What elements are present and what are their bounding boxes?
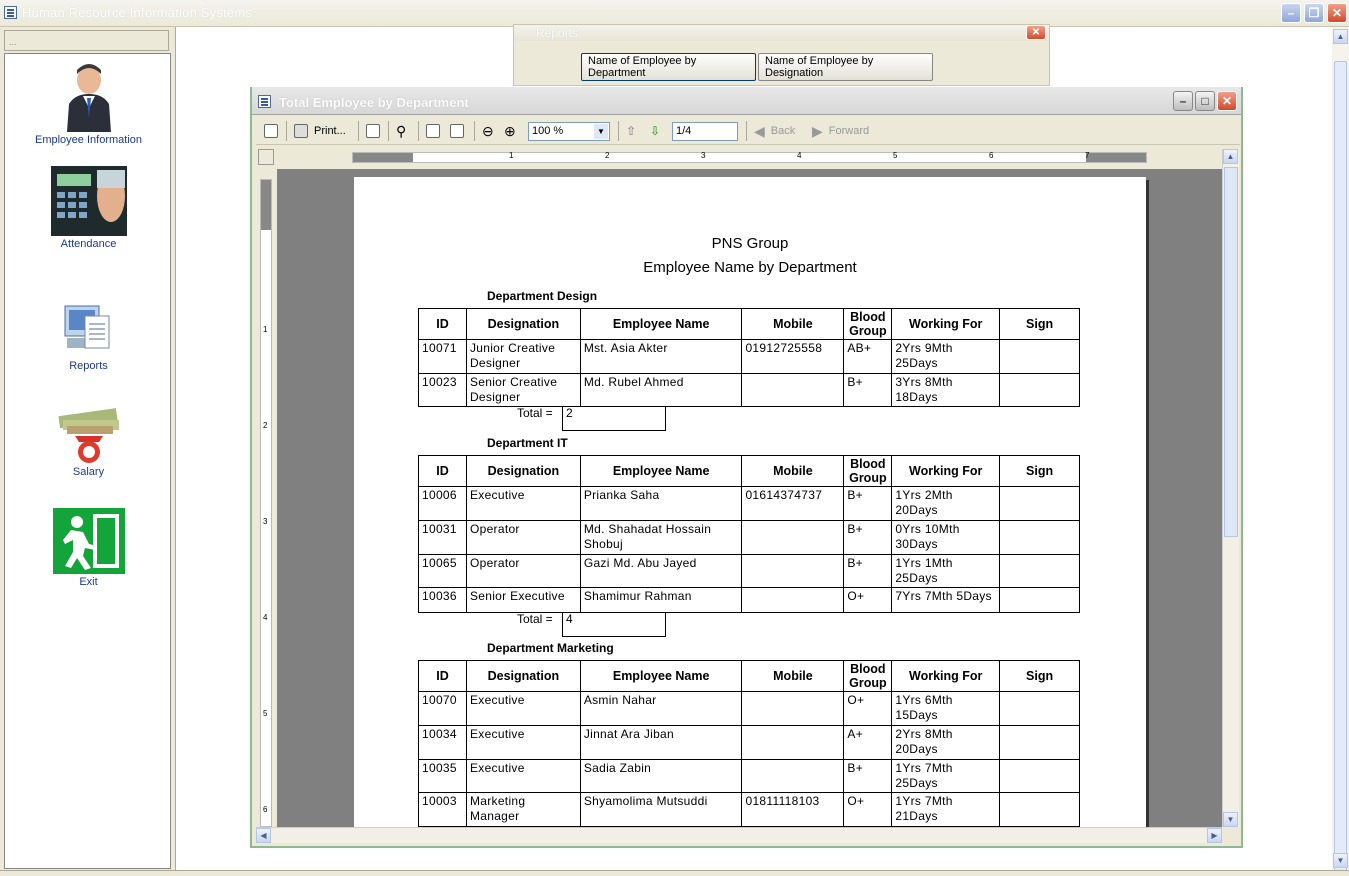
close-icon[interactable]: ✕ — [1327, 3, 1347, 23]
cell: 1Yrs 7Mth 25Days — [892, 760, 1000, 793]
cell: B+ — [844, 374, 892, 407]
exit-icon — [53, 508, 125, 574]
nav-label: Exit — [79, 576, 98, 588]
forward-button[interactable] — [812, 120, 869, 142]
print-button[interactable] — [294, 120, 346, 142]
cell: 0Yrs 10Mth 30Days — [892, 521, 1000, 555]
cell: 2Yrs 8Mth 20Days — [892, 726, 1000, 760]
single-page-icon[interactable] — [426, 120, 440, 142]
cell: Junior Creative Designer — [466, 340, 580, 374]
report-horizontal-scrollbar[interactable] — [256, 827, 1222, 843]
cell — [742, 692, 844, 726]
col-sign: Sign — [1000, 456, 1080, 487]
printer-icon — [294, 124, 308, 138]
report-window-titlebar — [252, 87, 1241, 115]
cell: 10023 — [419, 374, 467, 407]
cell — [1000, 521, 1080, 555]
col-working-for: Working For — [892, 661, 1000, 692]
cell — [742, 726, 844, 760]
cell — [1000, 487, 1080, 521]
cell: 01912725558 — [742, 340, 844, 374]
cell: Executive — [466, 692, 580, 726]
table-header-row — [419, 456, 1080, 487]
scroll-up-icon[interactable]: ▲ — [1223, 149, 1238, 164]
cell: Senior Creative Designer — [466, 374, 580, 407]
multi-page-icon[interactable] — [450, 120, 464, 142]
table-row — [419, 692, 1080, 726]
app-icon — [4, 6, 17, 19]
nav-attendance[interactable] — [5, 166, 172, 250]
cell: Executive — [466, 760, 580, 793]
report-title: Employee Name by Department — [643, 259, 857, 276]
total-value: 4 — [562, 612, 666, 637]
cell: Shamimur Rahman — [580, 588, 742, 613]
total-label: Total = — [517, 406, 553, 420]
app-title: Human Resource Information Systems — [22, 5, 253, 20]
total-value: 2 — [562, 406, 666, 431]
col-blood-group: Blood Group — [844, 309, 892, 340]
cell: 10065 — [419, 555, 467, 588]
scroll-down-icon[interactable]: ▼ — [1333, 853, 1348, 868]
print-label: Print... — [314, 125, 346, 137]
main-title-bar — [0, 0, 1349, 27]
department-heading: Department Design — [487, 289, 598, 303]
table-row — [419, 521, 1080, 555]
ruler-label: 3 — [701, 151, 706, 160]
cell: Operator — [466, 521, 580, 555]
col-id: ID — [419, 309, 467, 340]
nav-menu — [4, 53, 171, 869]
cell: 1Yrs 7Mth 21Days — [892, 793, 1000, 827]
copy-icon[interactable] — [366, 120, 380, 142]
cell — [1000, 340, 1080, 374]
back-button[interactable] — [754, 120, 795, 142]
cell: Gazi Md. Abu Jayed — [580, 555, 742, 588]
cell: B+ — [844, 487, 892, 521]
scroll-up-icon[interactable]: ▲ — [1333, 29, 1348, 44]
department-table — [418, 455, 1080, 613]
report-company: PNS Group — [711, 235, 789, 252]
minimize-icon[interactable]: – — [1281, 3, 1301, 23]
zoom-value: 100 % — [532, 125, 564, 137]
maximize-icon[interactable]: □ — [1195, 91, 1215, 111]
bottom-status-strip — [0, 870, 1349, 876]
col-designation: Designation — [466, 456, 580, 487]
cell — [1000, 374, 1080, 407]
table-row — [419, 340, 1080, 374]
cell: O+ — [844, 692, 892, 726]
nav-salary[interactable] — [5, 404, 172, 478]
ruler-label: 2 — [263, 421, 268, 430]
scroll-right-icon[interactable]: ▶ — [1207, 828, 1222, 843]
cell: 10035 — [419, 760, 467, 793]
col-id: ID — [419, 456, 467, 487]
cell: Shyamolima Mutsuddi — [580, 793, 742, 827]
ruler-label: 6 — [263, 805, 268, 814]
cell: Prianka Saha — [580, 487, 742, 521]
report-window-icon — [258, 95, 271, 108]
department-table — [418, 660, 1080, 827]
cell: 10031 — [419, 521, 467, 555]
ruler-corner — [258, 149, 274, 165]
attendance-icon — [51, 166, 127, 236]
horizontal-ruler — [352, 152, 1147, 163]
col-id: ID — [419, 661, 467, 692]
cell: Md. Shahadat Hossain Shobuj — [580, 521, 742, 555]
cell: Mst. Asia Akter — [580, 340, 742, 374]
cell — [1000, 793, 1080, 827]
nav-reports[interactable] — [5, 298, 172, 372]
restore-icon[interactable]: ❐ — [1304, 3, 1324, 23]
cell: Marketing Manager — [466, 793, 580, 827]
forward-arrow-icon: ▶ — [812, 122, 823, 139]
cell: B+ — [844, 521, 892, 555]
cell: Asmin Nahar — [580, 692, 742, 726]
col-working-for: Working For — [892, 456, 1000, 487]
ruler-label: 1 — [263, 325, 268, 334]
first-page-icon[interactable]: ⇧ — [626, 124, 637, 138]
ruler-label: 4 — [797, 151, 802, 160]
zoom-out-icon[interactable]: ⊖ — [482, 122, 494, 139]
cell: Md. Rubel Ahmed — [580, 374, 742, 407]
close-icon[interactable]: ✕ — [1217, 91, 1237, 111]
scroll-thumb[interactable] — [1334, 61, 1347, 873]
col-blood-group: Blood Group — [844, 456, 892, 487]
nav-label: Reports — [69, 360, 108, 372]
report-canvas[interactable] — [277, 169, 1222, 827]
left-panel-header[interactable]: ... — [4, 30, 169, 51]
cell — [742, 588, 844, 613]
col-designation: Designation — [466, 309, 580, 340]
cell: A+ — [844, 726, 892, 760]
cell — [742, 374, 844, 407]
cell: 10036 — [419, 588, 467, 613]
cell — [1000, 692, 1080, 726]
table-row — [419, 374, 1080, 407]
ruler-label: 7 — [1085, 151, 1090, 160]
cell: Jinnat Ara Jiban — [580, 726, 742, 760]
table-header-row — [419, 309, 1080, 340]
cell — [742, 760, 844, 793]
reports-dialog — [513, 24, 1050, 86]
back-arrow-icon: ◀ — [754, 122, 765, 139]
col-sign: Sign — [1000, 661, 1080, 692]
salary-icon — [55, 404, 123, 464]
report-toolbar — [256, 117, 1240, 145]
cell — [1000, 760, 1080, 793]
col-mobile: Mobile — [742, 309, 844, 340]
name-by-department-button[interactable]: Name of Employee by Department — [581, 53, 756, 81]
cell: Executive — [466, 726, 580, 760]
col-working-for: Working For — [892, 309, 1000, 340]
minimize-icon[interactable]: – — [1173, 91, 1193, 111]
toggle-tree-icon[interactable] — [264, 120, 278, 142]
department-table — [418, 308, 1080, 407]
ruler-label: 2 — [605, 151, 610, 160]
table-row — [419, 760, 1080, 793]
cell — [742, 555, 844, 588]
nav-label: Employee Information — [35, 134, 142, 146]
ruler-label: 4 — [263, 613, 268, 622]
report-page — [354, 177, 1146, 827]
vertical-ruler — [260, 179, 272, 827]
cell: 3Yrs 8Mth 18Days — [892, 374, 1000, 407]
cell: 01811118103 — [742, 793, 844, 827]
left-panel — [0, 27, 176, 870]
cell — [742, 521, 844, 555]
cell: 2Yrs 9Mth 25Days — [892, 340, 1000, 374]
report-vertical-scrollbar[interactable] — [1222, 149, 1239, 827]
col-employee-name: Employee Name — [580, 309, 742, 340]
nav-employee-information[interactable] — [5, 60, 172, 146]
reports-dialog-title: Reports — [536, 26, 579, 40]
cell: Executive — [466, 487, 580, 521]
nav-label: Attendance — [60, 238, 117, 250]
page-input[interactable]: 1/4 — [672, 122, 738, 141]
table-row — [419, 487, 1080, 521]
table-row — [419, 588, 1080, 613]
cell: 10034 — [419, 726, 467, 760]
scroll-down-icon[interactable]: ▼ — [1223, 812, 1238, 827]
report-viewer-window — [250, 87, 1243, 848]
reports-dialog-titlebar — [514, 25, 1049, 41]
cell — [1000, 555, 1080, 588]
department-heading: Department Marketing — [487, 641, 614, 655]
close-icon[interactable]: ✕ — [1026, 25, 1046, 40]
cell: 7Yrs 7Mth 5Days — [892, 588, 1000, 613]
ruler-label: 5 — [263, 709, 268, 718]
cell: 01614374737 — [742, 487, 844, 521]
cell: 1Yrs 2Mth 20Days — [892, 487, 1000, 521]
col-designation: Designation — [466, 661, 580, 692]
scroll-thumb[interactable] — [1224, 167, 1238, 537]
forward-label: Forward — [828, 125, 870, 137]
cell: 1Yrs 1Mth 25Days — [892, 555, 1000, 588]
cell: 1Yrs 6Mth 15Days — [892, 692, 1000, 726]
nav-exit[interactable] — [5, 508, 172, 588]
cell: 10006 — [419, 487, 467, 521]
table-row — [419, 555, 1080, 588]
cell: Senior Executive — [466, 588, 580, 613]
col-blood-group: Blood Group — [844, 661, 892, 692]
scroll-left-icon[interactable]: ◀ — [256, 828, 271, 843]
zoom-select[interactable] — [528, 122, 610, 141]
name-by-designation-button[interactable]: Name of Employee by Designation — [758, 53, 933, 81]
cell — [1000, 726, 1080, 760]
find-icon[interactable]: ⚲ — [396, 122, 407, 139]
table-row — [419, 726, 1080, 760]
reports-icon — [57, 298, 121, 358]
ruler-label: 5 — [893, 151, 898, 160]
cell: AB+ — [844, 340, 892, 374]
report-window-title: Total Employee by Department — [279, 95, 469, 110]
ruler-label: 6 — [989, 151, 994, 160]
table-row — [419, 793, 1080, 827]
cell: Operator — [466, 555, 580, 588]
next-page-icon[interactable]: ⇩ — [650, 124, 661, 138]
chevron-down-icon[interactable]: ▼ — [594, 124, 608, 139]
ruler-label: 1 — [509, 151, 514, 160]
cell: B+ — [844, 760, 892, 793]
nav-label: Salary — [72, 466, 105, 478]
cell: 10071 — [419, 340, 467, 374]
col-mobile: Mobile — [742, 456, 844, 487]
col-employee-name: Employee Name — [580, 456, 742, 487]
cell: O+ — [844, 588, 892, 613]
back-label: Back — [770, 125, 796, 137]
department-heading: Department IT — [487, 436, 568, 450]
ruler-label: 3 — [263, 517, 268, 526]
cell — [1000, 588, 1080, 613]
cell: 10003 — [419, 793, 467, 827]
cell: B+ — [844, 555, 892, 588]
cell: 10070 — [419, 692, 467, 726]
cell: Sadia Zabin — [580, 760, 742, 793]
employee-icon — [61, 60, 117, 132]
col-employee-name: Employee Name — [580, 661, 742, 692]
main-vertical-scrollbar[interactable] — [1332, 27, 1349, 870]
cell: O+ — [844, 793, 892, 827]
table-header-row — [419, 661, 1080, 692]
col-sign: Sign — [1000, 309, 1080, 340]
zoom-in-icon[interactable]: ⊕ — [504, 122, 516, 139]
total-label: Total = — [517, 612, 553, 626]
col-mobile: Mobile — [742, 661, 844, 692]
